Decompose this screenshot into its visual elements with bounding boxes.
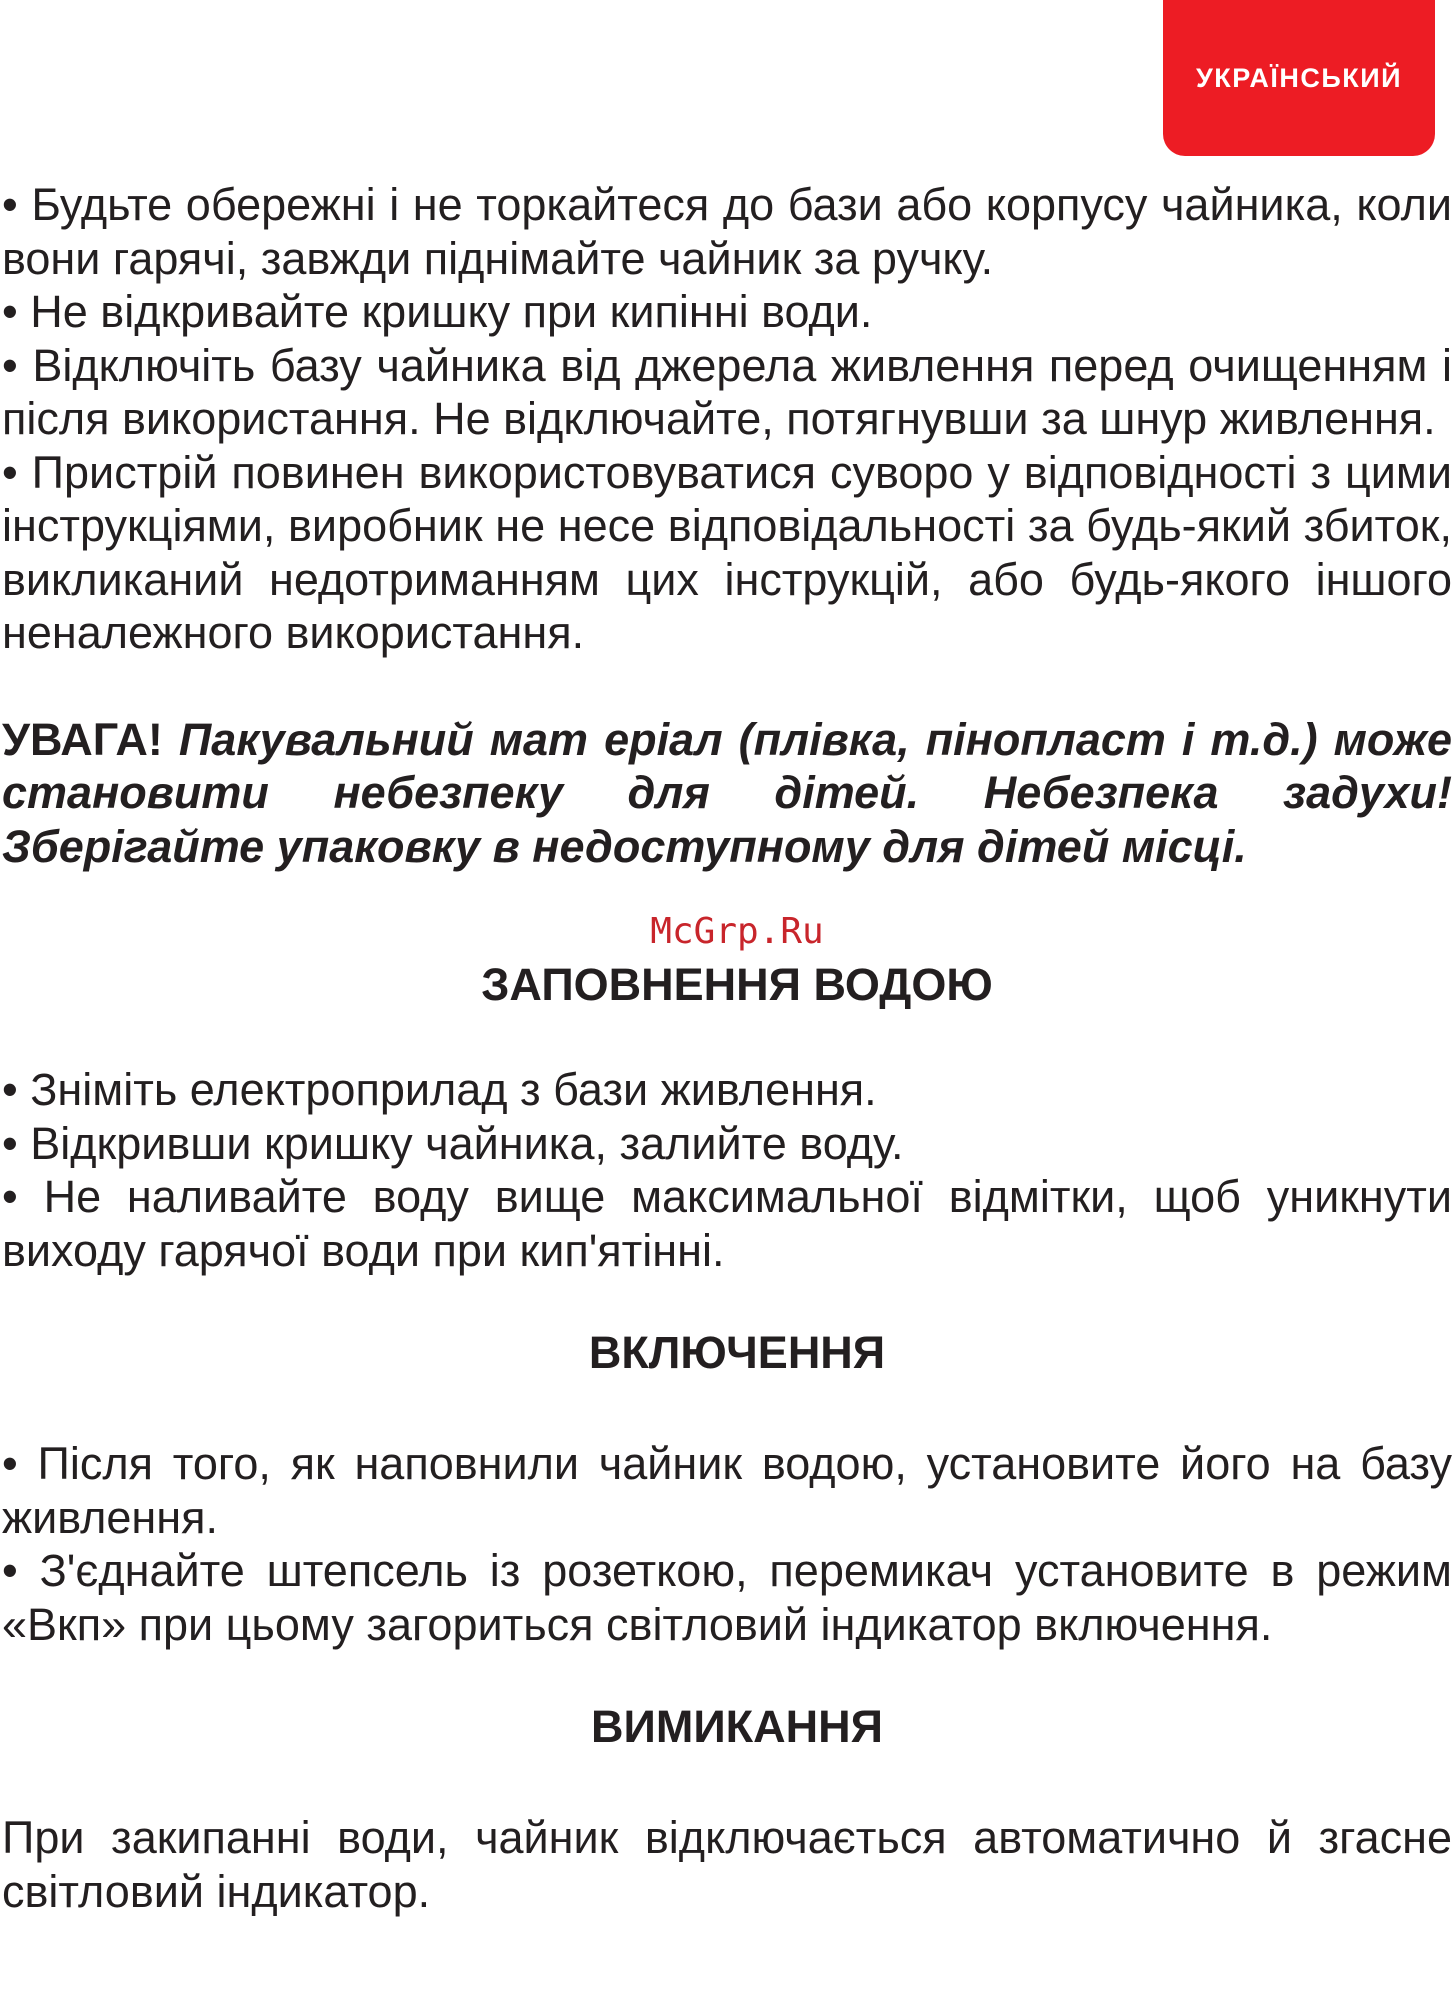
switch-off-item: При закипанні води, чайник відключається автоматично й згасне світловий індикатор. bbox=[2, 1812, 1452, 1917]
section-title-switch-off: ВИМИКАННЯ bbox=[591, 1701, 883, 1752]
switch-on-item: • З'єднайте штепсель із розеткою, перемикач установите в режим «Вкп» при цьому загориться світловий індикатор включення. bbox=[2, 1545, 1452, 1650]
safety-item: • Пристрій повинен використовуватися суворо у відповідності з цими інструкціями, виробник не несе відповідальності за будь-який збиток, викликаний недотриманням цих інструкцій, або будь-якого іншого неналежного використання. bbox=[2, 446, 1452, 658]
section-title-filling: ЗАПОВНЕННЯ ВОДОЮ bbox=[481, 959, 993, 1010]
safety-item: • Не відкривайте кришку при кипінні води. bbox=[2, 286, 873, 337]
watermark-text: McGrp.Ru bbox=[650, 911, 824, 952]
warning-text: Пакувальний мат еріал (плівка, пінопласт і т.д.) може становити небезпеку для дітей. Небезпека задухи! Зберігайте упаковку в недоступному для дітей місці. bbox=[2, 713, 1452, 872]
filling-item: • Не наливайте воду вище максимальної відмітки, щоб уникнути виходу гарячої води при кип'ятінні. bbox=[2, 1171, 1452, 1276]
language-tab bbox=[1163, 0, 1435, 156]
safety-item: • Будьте обережні і не торкайтеся до бази або корпусу чайника, коли вони гарячі, завжди піднімайте чайник за ручку. bbox=[2, 179, 1452, 284]
switch-on-item: • Після того, як наповнили чайник водою, установите його на базу живлення. bbox=[2, 1438, 1452, 1543]
warning-lead: УВАГА! bbox=[2, 713, 163, 765]
packaging-warning bbox=[2, 713, 1452, 874]
section-title-switch-on: ВКЛЮЧЕННЯ bbox=[588, 1327, 886, 1378]
safety-item: • Відключіть базу чайника від джерела живлення перед очищенням і після використання. Не відключайте, потягнувши за шнур живлення. bbox=[2, 339, 1452, 444]
filling-item: • Зніміть електроприлад з бази живлення. bbox=[2, 1064, 877, 1115]
filling-item: • Відкривши кришку чайника, залийте воду. bbox=[2, 1117, 904, 1169]
page-content bbox=[2, 178, 1452, 1918]
language-tab-label: УКРАЇНСЬКИЙ bbox=[1195, 62, 1403, 93]
